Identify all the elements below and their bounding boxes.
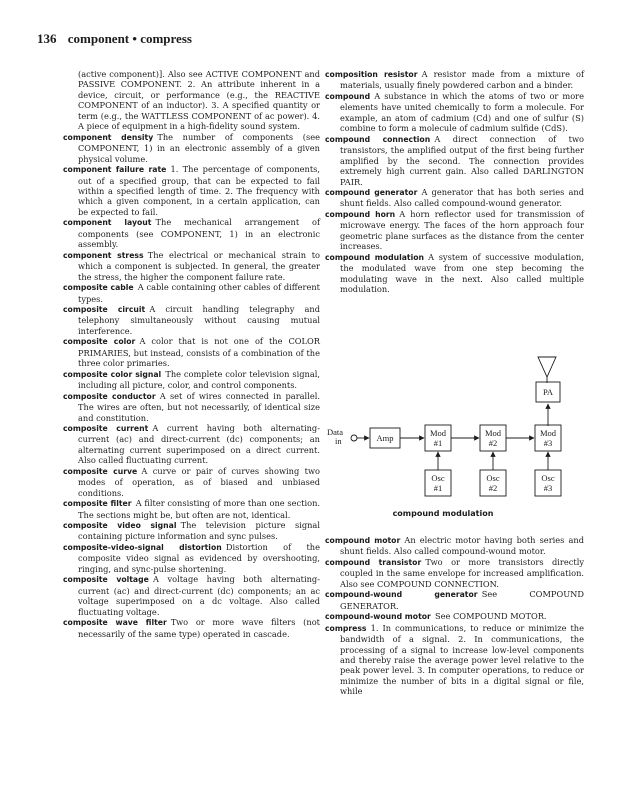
entry-definition: The number of components (see COMPONENT, 1) in an electronic assembly of a given physical volume. bbox=[78, 131, 320, 164]
dictionary-entry bbox=[63, 282, 320, 304]
dictionary-entry bbox=[325, 611, 584, 622]
entry-term: compound-wound generator bbox=[325, 590, 478, 600]
mod-number: #3 bbox=[543, 438, 553, 448]
entry-definition: A resistor made from a mixture of materials, usually finely powdered carbon and a binder. bbox=[340, 69, 584, 91]
dictionary-entry bbox=[325, 535, 584, 557]
dictionary-entry bbox=[63, 69, 320, 132]
entry-term: compress bbox=[325, 623, 367, 633]
entry-term: composite cable bbox=[63, 283, 134, 293]
entry-term: composite current bbox=[63, 423, 149, 433]
entry-term: compound horn bbox=[325, 209, 396, 219]
entry-definition: See COMPOUND GENERATOR. bbox=[340, 589, 584, 611]
dictionary-entry bbox=[325, 589, 584, 611]
entry-definition: A color that is not one of the COLOR PRIMARIES, but instead, consists of a combination of the three color primaries. bbox=[78, 336, 320, 369]
entry-definition: A circuit handling telegraphy and telephony simultaneously without causing mutual interference. bbox=[78, 303, 320, 336]
entry-term: compound-wound motor bbox=[325, 612, 431, 622]
entry-term: composite voltage bbox=[63, 575, 149, 585]
amp-label: Amp bbox=[376, 433, 394, 443]
entry-term: component layout bbox=[63, 218, 152, 228]
antenna-icon bbox=[538, 357, 556, 383]
entry-definition: The electrical or mechanical strain to which a component is subjected. In general, the greater the stress, the higher the component failure rate. bbox=[78, 249, 320, 282]
dictionary-entry bbox=[325, 187, 584, 209]
dictionary-entry bbox=[325, 252, 584, 295]
entry-definition: 1. The percentage of components, out of a specified group, that can be expected to fail within a specified length of time. 2. The frequency with which a given component, in a certain application, can be expected to fail. bbox=[78, 164, 320, 217]
dictionary-entry bbox=[63, 520, 320, 542]
running-header bbox=[37, 31, 192, 47]
entry-definition: A generator that has both series and shunt fields. Also called compound-wound generator. bbox=[340, 186, 584, 209]
input-terminal bbox=[351, 435, 357, 441]
mod-number: #2 bbox=[488, 438, 498, 448]
entry-term: composite color signal bbox=[63, 369, 162, 379]
entry-term: composite filter bbox=[63, 499, 132, 509]
osc-label: Osc bbox=[541, 473, 555, 483]
pa-label: PA bbox=[542, 387, 554, 397]
entry-definition: A horn reflector used for transmission of microwave energy. The faces of the horn approach four geometric plane surfaces as the distance from the center increases. bbox=[340, 208, 584, 252]
entry-definition: A filter consisting of more than one section. The sections might be, but often are not, identical. bbox=[78, 498, 321, 520]
dictionary-entry bbox=[63, 132, 320, 164]
mod-label: Mod bbox=[484, 428, 502, 438]
entry-term: component stress bbox=[63, 250, 144, 260]
entry-term: composite conductor bbox=[63, 391, 156, 401]
dictionary-entry bbox=[325, 209, 584, 252]
entry-definition: A curve or pair of curves showing two modes of operation, as of biased and unbiased conditions. bbox=[78, 465, 320, 498]
dictionary-entry bbox=[63, 336, 320, 368]
mod-label: Mod bbox=[539, 428, 557, 438]
dictionary-entry bbox=[63, 466, 320, 498]
entry-term: composite color bbox=[63, 337, 136, 347]
osc-number: #1 bbox=[433, 483, 443, 493]
mod-number: #1 bbox=[433, 438, 443, 448]
in-label: in bbox=[335, 436, 342, 446]
entry-term: compound transistor bbox=[325, 557, 422, 567]
dictionary-entry bbox=[63, 542, 320, 574]
osc-label: Osc bbox=[431, 473, 445, 483]
right-column-bottom bbox=[325, 535, 584, 697]
dictionary-entry bbox=[63, 250, 320, 282]
entry-definition: (active component)]. Also see ACTIVE COMPONENT and PASSIVE COMPONENT. 2. An attribute inherent in a device, circuit, or performance (e.g., the REACTIVE COMPONENT of an inductor). 3. A specified quantity or term (e.g., the WATTLESS COMPONENT of ac power). 4. A piece of equipment in a high-fidelity sound system. bbox=[78, 69, 320, 132]
figure-caption: compound modulation bbox=[392, 509, 494, 518]
dictionary-entry bbox=[325, 557, 584, 589]
entry-term: compound connection bbox=[325, 134, 431, 144]
entry-definition: A current having both alternating-current (ac) and direct-current (dc) components; an alternating current superimposed on a direct current. Also called fluctuating current. bbox=[78, 422, 320, 466]
entry-definition: A cable containing other cables of different types. bbox=[78, 282, 320, 304]
data-label: Data bbox=[327, 427, 344, 437]
osc-number: #3 bbox=[543, 483, 553, 493]
dictionary-entry bbox=[63, 617, 320, 639]
entry-definition: A set of wires connected in parallel. The wires are often, but not necessarily, of identical size and constitution. bbox=[78, 390, 320, 423]
page-number: 136 bbox=[37, 31, 57, 46]
entry-definition: A system of successive modulation, the modulated wave from one step becoming the modulating wave in the next. Also called multiple modulation. bbox=[340, 251, 584, 295]
dictionary-entry bbox=[63, 164, 320, 217]
osc-label: Osc bbox=[486, 473, 500, 483]
dictionary-entry bbox=[63, 498, 320, 520]
entry-definition: A substance in which the atoms of two or more elements have united chemically to form a molecule. For example, an atom of cadmium (Cd) and one of sulfur (S) combine to form a molecule of cadmium sulfide (CdS). bbox=[340, 90, 584, 134]
dictionary-entry bbox=[63, 391, 320, 423]
entry-definition: Distortion of the composite video signal as evidenced by overshooting, ringing, and sync-pulse shortening. bbox=[78, 541, 320, 574]
entry-definition: Two or more transistors directly coupled in the same envelope for increased amplification. Also see COMPOUND CONNECTION. bbox=[340, 556, 584, 589]
entry-definition: The mechanical arrangement of components (see COMPONENT, 1) in an electronic assembly. bbox=[78, 217, 321, 250]
entry-term: composite video signal bbox=[63, 521, 177, 531]
dictionary-entry bbox=[63, 423, 320, 466]
entry-term: composite wave filter bbox=[63, 618, 167, 628]
header-title: component • compress bbox=[67, 31, 192, 46]
dictionary-entry bbox=[325, 91, 584, 134]
dictionary-entry bbox=[63, 304, 320, 336]
dictionary-entry bbox=[325, 134, 584, 187]
osc-number: #2 bbox=[488, 483, 498, 493]
dictionary-entry bbox=[63, 369, 320, 391]
entry-term: composition resistor bbox=[325, 70, 418, 79]
entry-term: composite curve bbox=[63, 466, 138, 476]
compound-modulation-diagram bbox=[318, 344, 588, 524]
dictionary-entry bbox=[63, 574, 320, 617]
entry-term: composite-video-signal distortion bbox=[63, 542, 222, 552]
entry-term: composite circuit bbox=[63, 304, 146, 314]
dictionary-entry bbox=[325, 623, 584, 697]
entry-term: component failure rate bbox=[63, 165, 167, 175]
dictionary-entry bbox=[63, 217, 320, 249]
left-column bbox=[63, 69, 320, 639]
entry-definition: Two or more wave filters (not necessarily of the same type) operated in cascade. bbox=[78, 617, 320, 639]
dictionary-entry bbox=[325, 69, 584, 91]
entry-definition: The television picture signal containing picture information and sync pulses. bbox=[78, 520, 320, 542]
entry-term: compound modulation bbox=[325, 252, 424, 262]
entry-definition: See COMPOUND MOTOR. bbox=[434, 611, 547, 622]
entry-term: compound motor bbox=[325, 536, 401, 545]
entry-definition: The complete color television signal, including all picture, color, and control components. bbox=[78, 368, 320, 391]
entry-definition: A direct connection of two transistors, the amplified output of the first being further amplified by the second. The connection provides extremely high current gain. Also called DARLINGTON PAIR. bbox=[340, 133, 584, 187]
entry-term: compound bbox=[325, 91, 371, 101]
entry-definition: 1. In communications, to reduce or minimize the bandwidth of a signal. 2. In communications, the processing of a signal to increase low-level components and thereby raise the average power level relative to the peak power level. 3. In computer operations, to reduce or minimize the number of bits in a digital signal or file, while bbox=[340, 622, 584, 697]
entry-definition: An electric motor having both series and shunt fields. Also called compound-wound motor. bbox=[340, 535, 584, 557]
right-column-top bbox=[325, 69, 584, 295]
entry-definition: A voltage having both alternating-current (ac) and direct-current (dc) components; an ac voltage superimposed on a dc voltage. Also called fluctuating voltage. bbox=[78, 574, 320, 617]
entry-term: component density bbox=[63, 132, 154, 142]
mod-label: Mod bbox=[429, 428, 447, 438]
entry-term: compound generator bbox=[325, 187, 418, 197]
